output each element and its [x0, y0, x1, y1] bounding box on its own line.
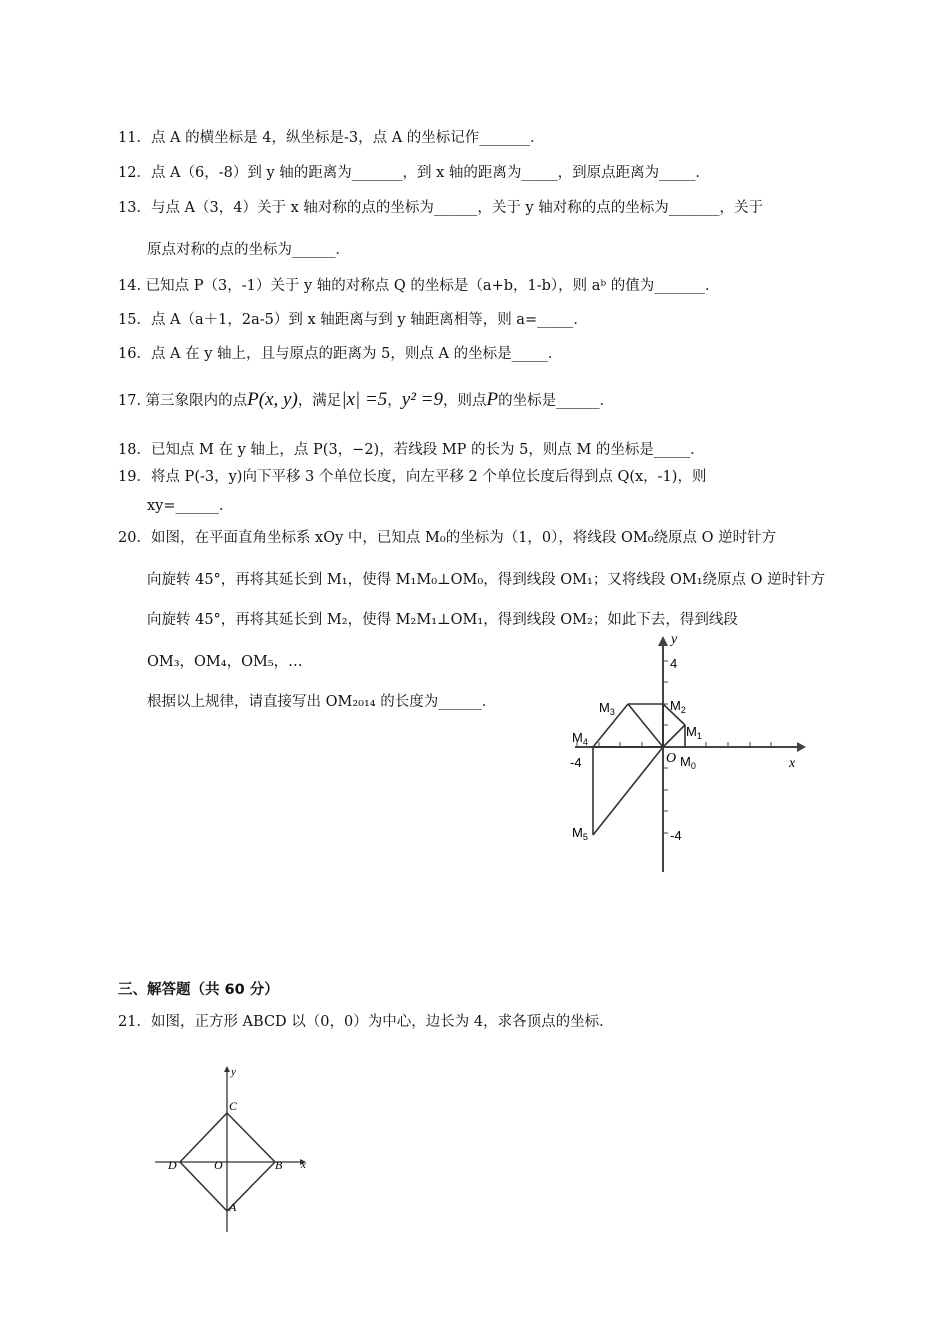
question-20-line1: 20．如图，在平面直角坐标系 xOy 中，已知点 M₀的坐标为（1，0），将线段 OM₀绕原点 O 逆时针方 [118, 530, 777, 546]
question-20-line3: 向旋转 45°，再将其延长到 M₂，使得 M₂M₁⊥OM₁，得到线段 OM₂；如此下去，得到线段 [147, 612, 738, 628]
q17-y2: y² =9 [401, 389, 443, 410]
q17-abs: |x| =5 [341, 389, 388, 410]
label-M4: $M_4$ [572, 730, 588, 747]
question-17 [118, 390, 614, 411]
axis-label-x: x [789, 756, 796, 771]
label-M0: $M_0$ [680, 754, 696, 771]
question-21: 21．如图，正方形 ABCD 以（0，0）为中心，边长为 4，求各顶点的坐标． [118, 1014, 614, 1030]
x-axis-arrow-icon [797, 742, 806, 752]
figure-q20 [560, 628, 810, 878]
figure-q21 [145, 1058, 330, 1243]
label-M2: $M_2$ [670, 698, 686, 715]
question-13-line1: 13．与点 A（3，4）关于 x 轴对称的点的坐标为______，关于 y 轴对称的点的坐标为_______，关于 [118, 200, 764, 216]
vertex-D: D [168, 1158, 177, 1172]
question-12: 12．点 A（6，-8）到 y 轴的距离为_______，到 x 轴的距离为_____，到原点距离为_____． [118, 165, 710, 181]
axis-label-y: y [671, 632, 678, 647]
question-19-line1: 19．将点 P(-3，y)向下平移 3 个单位长度，向左平移 2 个单位长度后得到点 Q(x，-1)，则 [118, 469, 707, 485]
label-M1: $M_1$ [686, 724, 702, 741]
axis-label-x: x [301, 1159, 306, 1171]
label-M3: $M_3$ [599, 700, 615, 717]
q17-mid2: ， [387, 393, 402, 409]
label-M5: $M_5$ [572, 825, 588, 842]
question-14: 14. 已知点 P（3，-1）关于 y 轴的对称点 Q 的坐标是（a+b，1-b），则 aᵇ 的值为_______． [118, 278, 720, 294]
q17-mid1: ，满足 [297, 393, 342, 409]
q17-prefix: 17. 第三象限内的点 [118, 393, 248, 409]
tick-label-x-neg4: -4 [570, 755, 582, 770]
q17-point: P(x, y) [247, 389, 298, 410]
spiral-segments [593, 704, 685, 835]
y-axis-arrow-icon [658, 636, 668, 646]
question-16: 16．点 A 在 y 轴上，且与原点的距离为 5，则点 A 的坐标是_____． [118, 346, 563, 362]
segment-OM5 [593, 747, 663, 835]
q17-mid3: ，则点 [442, 393, 487, 409]
question-19-line2: xy=______． [147, 498, 234, 514]
tick-label-y-4: 4 [670, 656, 678, 671]
question-18: 18．已知点 M 在 y 轴上，点 P(3，−2)，若线段 MP 的长为 5，则点 M 的坐标是_____． [118, 442, 705, 458]
y-axis-arrow-icon [224, 1066, 230, 1072]
segment-OM3 [628, 704, 663, 747]
question-11: 11．点 A 的横坐标是 4，纵坐标是-3，点 A 的坐标记作_______． [118, 130, 545, 146]
section-heading: 三、解答题（共 60 分） [118, 982, 279, 998]
vertex-A: A [229, 1200, 237, 1214]
question-15: 15．点 A（a＋1，2a-5）到 x 轴距离与到 y 轴距离相等，则 a=_____． [118, 312, 588, 328]
segment-OM1 [663, 725, 685, 747]
question-20-line4: OM₃，OM₄，OM₅，… [147, 654, 303, 670]
tick-label-y-neg4: -4 [670, 828, 682, 843]
question-20-line2: 向旋转 45°，再将其延长到 M₁，使得 M₁M₀⊥OM₀，得到线段 OM₁；又将线段 OM₁绕原点 O 逆时针方 [147, 572, 826, 588]
question-20-line5: 根据以上规律，请直接写出 OM₂₀₁₄ 的长度为______． [147, 694, 497, 710]
origin-label: O [214, 1158, 223, 1172]
vertex-C: C [229, 1099, 238, 1113]
axis-label-y: y [231, 1066, 236, 1078]
q17-suffix: 的坐标是______． [498, 393, 615, 409]
vertex-B: B [275, 1158, 283, 1172]
origin-label: O [666, 751, 677, 766]
q17-P: P [486, 389, 499, 410]
question-13-line2: 原点对称的点的坐标为______． [147, 242, 350, 258]
